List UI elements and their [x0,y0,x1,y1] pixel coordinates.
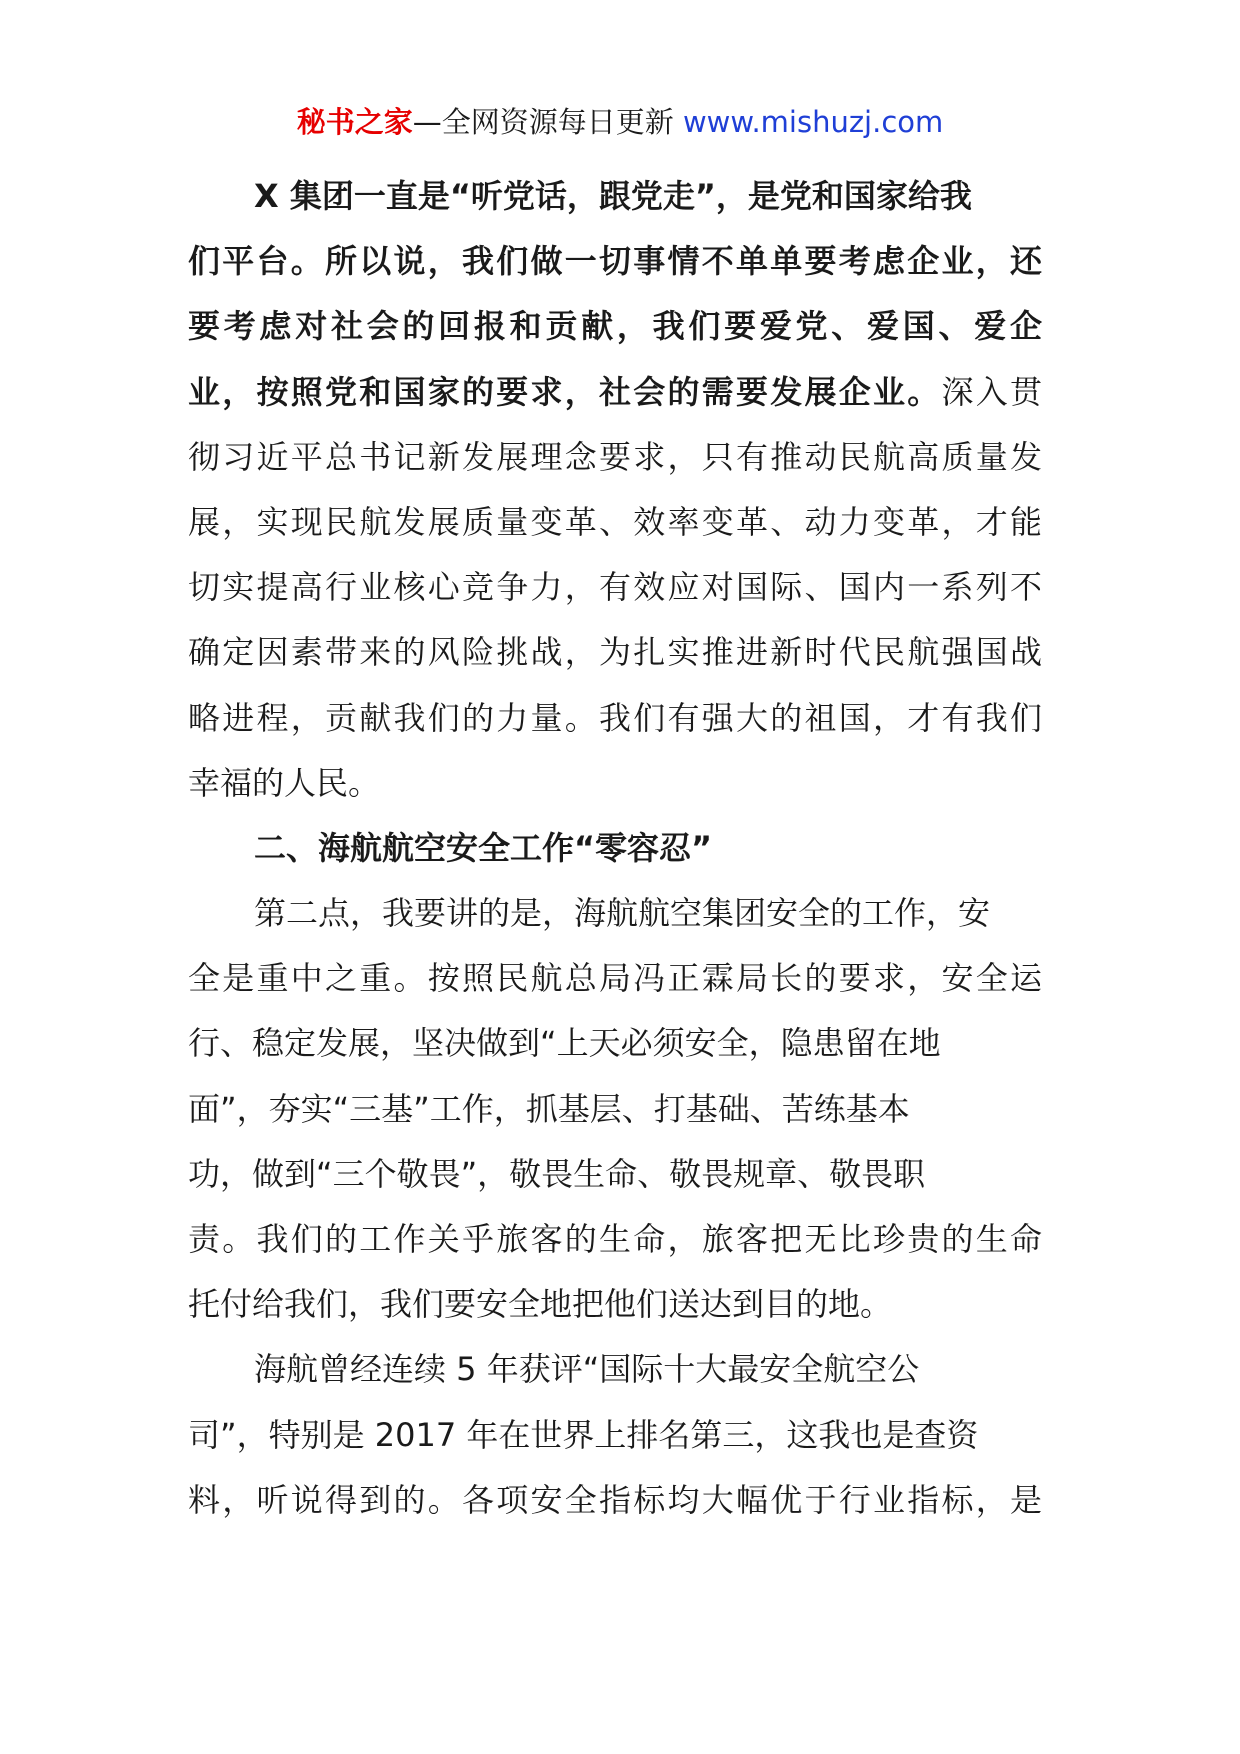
paragraph-2 [188,881,1042,1337]
header-tagline: —全网资源每日更新 [412,105,683,139]
paragraph-line: 展，实现民航发展质量变革、效率变革、动力变革，才能 [188,502,1042,541]
header-url-link[interactable]: www.mishuzj.com [682,105,944,139]
paragraph-line: 托付给我们，我们要安全地把他们送达到目的地。 [188,1285,893,1324]
paragraph-3 [188,1337,1042,1533]
normal-run: 深入贯 [941,372,1042,411]
paragraph-line: 料，听说得到的。各项安全指标均大幅优于行业指标，是 [188,1480,1042,1519]
paragraph-line: 要考虑对社会的回报和贡献，我们要爱党、爱国、爱企 [188,307,1042,346]
header-brand: 秘书之家 [296,105,413,139]
paragraph-line: 海航曾经连续 5 年获评“国际十大最安全航空公 [254,1350,920,1389]
paragraph-line: 切实提高行业核心竞争力，有效应对国际、国内一系列不 [188,568,1042,607]
paragraph-line: 略进程，贡献我们的力量。我们有强大的祖国，才有我们 [188,698,1042,737]
paragraph-line [188,360,1042,425]
paragraph-line: X 集团一直是“听党话，跟党走”，是党和国家给我 [254,177,972,215]
paragraph-line: 功，做到“三个敬畏”，敬畏生命、敬畏规章、敬畏职 [188,1154,926,1193]
page-header [0,102,1240,142]
paragraph-1 [188,164,1042,816]
paragraph-line: 面”，夯实“三基”工作，抓基层、打基础、苦练基本 [188,1089,910,1128]
paragraph-line: 彻习近平总书记新发展理念要求，只有推动民航高质量发 [188,437,1042,476]
document-body [188,164,1042,1533]
paragraph-line: 第二点，我要讲的是，海航航空集团安全的工作，安 [254,894,991,933]
section-heading: 二、海航航空安全工作“零容忍” [254,828,713,867]
paragraph-line: 全是重中之重。按照民航总局冯正霖局长的要求，安全运 [188,959,1042,998]
paragraph-line: 们平台。所以说，我们做一切事情不单单要考虑企业，还 [188,242,1042,281]
bold-run: 业，按照党和国家的要求，社会的需要发展企业。 [188,372,942,411]
paragraph-line: 责。我们的工作关乎旅客的生命，旅客把无比珍贵的生命 [188,1220,1042,1258]
paragraph-line: 确定因素带来的风险挑战，为扎实推进新时代民航强国战 [188,633,1042,672]
paragraph-line: 幸福的人民。 [188,763,381,802]
paragraph-line: 司”，特别是 2017 年在世界上排名第三，这我也是查资 [188,1415,979,1454]
paragraph-line: 行、稳定发展，坚决做到“上天必须安全，隐患留在地 [188,1024,941,1063]
